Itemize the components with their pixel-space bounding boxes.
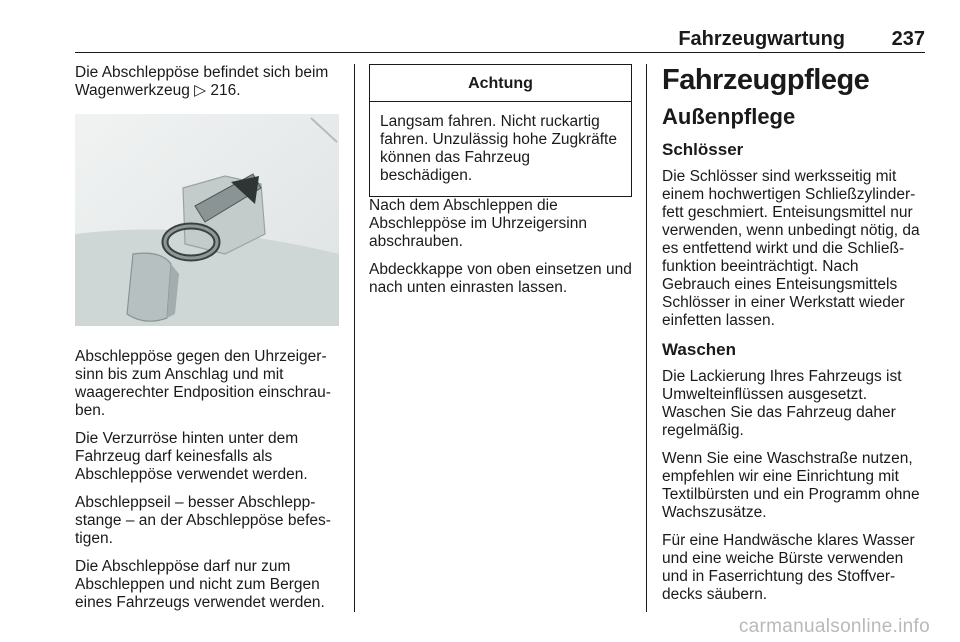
column-divider [646,64,647,612]
paragraph: Nach dem Abschleppen die Abschleppöse im Uhrzeigersinn abschrauben. [369,197,587,250]
column-right [662,64,926,614]
paragraph: Wenn Sie eine Waschstraße nutzen, empfehlen wir eine Einrichtung mit Textilbürsten und ein Programm ohne Wachszusätze. [662,450,920,521]
intro-paragraph: Die Abschleppöse befindet sich beim Wagenwerkzeug ▷ 216. [75,64,329,99]
subsection-heading: Schlösser [662,140,744,159]
warning-title: Achtung [370,65,631,102]
towing-eye-illustration [75,114,339,326]
paragraph: Die Verzurröse hinten unter dem Fahrzeug darf keinesfalls als Abschleppöse verwendet werden. [75,430,308,483]
paragraph: Abschleppseil – besser Abschleppstange – an der Abschleppöse befestigen. [75,494,331,547]
paragraph: Für eine Handwäsche klares Wasser und eine weiche Bürste verwenden und in Faserrichtung des Stoffverdecks säubern. [662,532,915,603]
section-heading: Außenpflege [662,104,796,129]
column-middle [369,64,633,307]
paragraph: Die Lackierung Ihres Fahrzeugs ist Umwelteinflüssen ausgesetzt. Waschen Sie das Fahrzeug daher regelmäßig. [662,368,902,439]
column-divider [354,64,355,612]
subsection-heading: Waschen [662,340,737,359]
column-left [75,64,341,622]
page-number: 237 [891,28,925,50]
paragraph: Die Schlösser sind werksseitig mit einem hochwertigen Schließzylinderfett geschmiert. Enteisungsmittel nur verwenden, wenn unbedingt nötig, da es entfettend wirkt und die Schließfunktion beeinträchtigt. Nach Gebrauch eines Enteisungsmittels Schlösser in einer Werkstatt wieder einfetten lassen. [662,168,920,329]
section-title: Fahrzeugwartung [678,28,845,50]
watermark: carmanualsonline.info [738,616,930,637]
chapter-heading: Fahrzeugpflege [662,64,870,96]
paragraph: Abdeckkappe von oben einsetzen und nach unten einrasten lassen. [369,261,632,296]
paragraph: Die Abschleppöse darf nur zum Abschleppen und nicht zum Bergen eines Fahrzeugs verwendet werden. [75,558,325,611]
page-header [75,26,925,53]
warning-box [369,64,632,197]
warning-text: Langsam fahren. Nicht ruckartig fahren. Unzulässig hohe Zugkräfte können das Fahrzeug beschädigen. [380,113,617,184]
paragraph: Abschleppöse gegen den Uhrzeigersinn bis zum Anschlag und mit waagerechter Endposition einschrauben. [75,348,331,419]
